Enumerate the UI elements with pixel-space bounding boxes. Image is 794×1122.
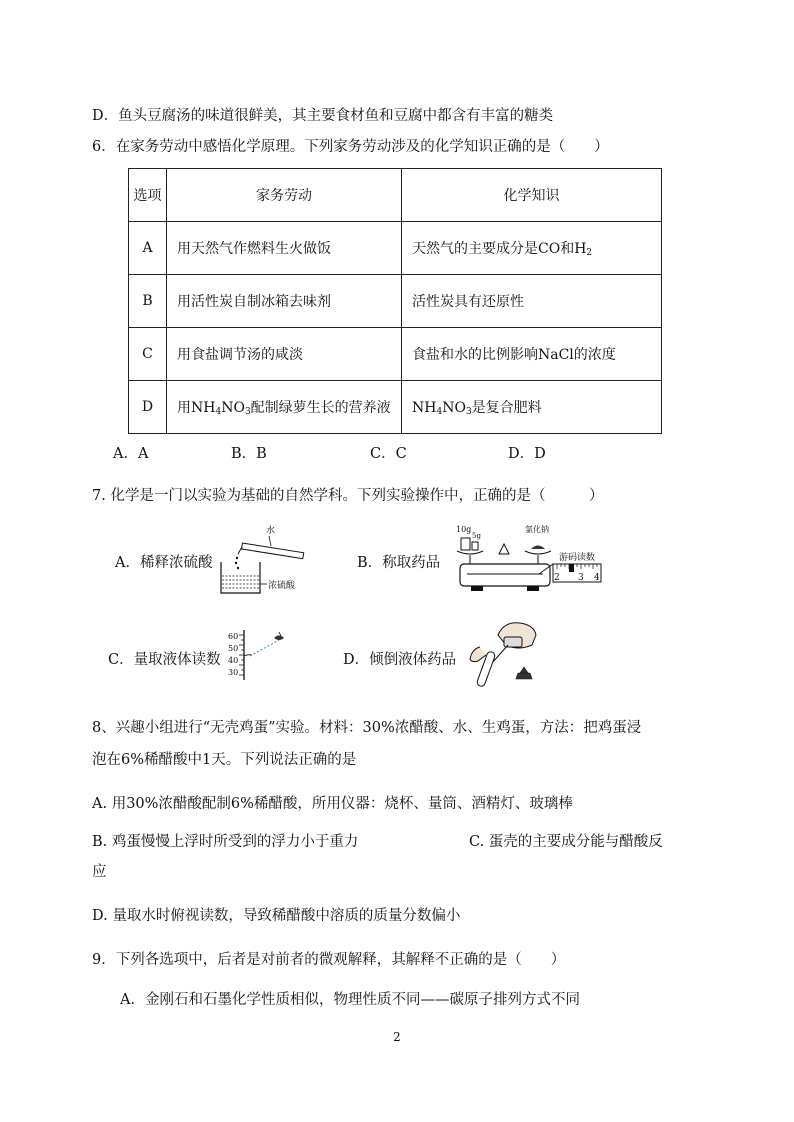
q6-row-knowledge: 食盐和水的比例影响NaCl的浓度 xyxy=(402,328,662,381)
q6-text: NO xyxy=(442,400,466,416)
balance-base xyxy=(460,564,550,586)
q8-option-c-line2: 应 xyxy=(92,864,107,880)
cylinder-tick-label: 60 xyxy=(228,632,239,641)
cylinder-figure xyxy=(226,630,296,682)
salt-pile xyxy=(531,546,545,550)
q6-text: NO xyxy=(221,400,245,416)
cylinder-tick-label: 30 xyxy=(228,668,239,677)
q6-text: 配制绿萝生长的营养液 xyxy=(250,400,391,416)
q6-header-row xyxy=(129,169,662,222)
cylinder-ticks xyxy=(239,635,244,675)
balance-figure xyxy=(453,520,603,596)
weight-label: 10g xyxy=(456,525,472,534)
weight-block-small xyxy=(472,542,478,550)
q7-stem: 7. 化学是一门以实验为基础的自然学科。下列实验操作中，正确的是（ ） xyxy=(92,488,604,504)
bottle-stopper-icon xyxy=(516,667,532,679)
pouring-figure xyxy=(468,617,548,693)
q6-subscript: 3 xyxy=(465,407,472,417)
weight-small-label: 5g xyxy=(472,532,481,540)
pour-lip xyxy=(238,547,242,554)
q7-option-c: C．量取液体读数 xyxy=(108,652,221,668)
right-pan xyxy=(525,551,551,554)
q8-stem-line1: 8、兴趣小组进行“无壳鸡蛋”实验。材料：30%浓醋酸、水、生鸡蛋，方法：把鸡蛋浸 xyxy=(92,720,642,736)
q8-stem-line2: 泡在6%稀醋酸中1天。下列说法正确的是 xyxy=(92,752,357,768)
pointer xyxy=(499,544,509,554)
q6-text: 天然气的主要成分是CO和H xyxy=(412,241,587,257)
scale-tick-label: 4 xyxy=(594,573,600,583)
q6-stem: 6．在家务劳动中感悟化学原理。下列家务劳动涉及的化学知识正确的是（ ） xyxy=(92,139,609,155)
q6-subscript: 2 xyxy=(586,248,593,258)
table-row xyxy=(129,381,662,434)
q6-row-knowledge xyxy=(402,222,662,275)
q6-row-labor xyxy=(167,381,402,434)
q6-subscript: 4 xyxy=(436,407,443,417)
rider-icon xyxy=(569,564,574,572)
left-pan xyxy=(457,551,483,554)
q6-row-option: D xyxy=(129,381,167,434)
water-pointer xyxy=(269,536,271,546)
foot-right xyxy=(527,586,539,591)
water-label: 水 xyxy=(266,526,276,536)
q6-table xyxy=(128,168,662,434)
q6-subscript: 3 xyxy=(244,407,251,417)
q6-row-knowledge: 活性炭具有还原性 xyxy=(402,275,662,328)
eye-icon xyxy=(274,636,284,641)
q6-header-knowledge: 化学知识 xyxy=(402,169,662,222)
q6-row-option: A xyxy=(129,222,167,275)
weight-block xyxy=(461,538,470,550)
reagent-bottle xyxy=(504,637,522,647)
q6-row-labor: 用天然气作燃料生火做饭 xyxy=(167,222,402,275)
q6-choice-a: A．A xyxy=(113,446,149,462)
drop-icon xyxy=(236,557,238,559)
drop-icon xyxy=(235,562,237,564)
q6-text: 用NH xyxy=(177,400,216,416)
q6-choice-c: C．C xyxy=(370,446,407,462)
cylinder-tick-label: 50 xyxy=(228,644,239,653)
table-row xyxy=(129,275,662,328)
q6-subscript: 4 xyxy=(215,407,222,417)
rider-title: 游码读数 xyxy=(559,553,596,563)
dilution-figure xyxy=(215,524,315,596)
foot-left xyxy=(471,586,483,591)
q9-stem: 9．下列各选项中，后者是对前者的微观解释，其解释不正确的是（ ） xyxy=(92,952,566,968)
acid-label: 浓硫酸 xyxy=(268,581,296,591)
q5-option-d: D．鱼头豆腐汤的味道很鲜美，其主要食材鱼和豆腐中都含有丰富的糖类 xyxy=(92,108,554,124)
table-row xyxy=(129,328,662,381)
q6-header-labor: 家务劳动 xyxy=(167,169,402,222)
q9-option-a: A．金刚石和石墨化学性质相似，物理性质不同——碳原子排列方式不同 xyxy=(120,992,580,1008)
test-tube xyxy=(242,543,304,559)
cylinder-tick-label: 40 xyxy=(228,656,239,665)
q6-choice-b: B．B xyxy=(231,446,267,462)
q6-text: 是复合肥料 xyxy=(471,400,542,416)
scale-tick-label: 2 xyxy=(554,573,560,583)
salt-label: 氯化钠 xyxy=(525,525,549,534)
q6-row-option: B xyxy=(129,275,167,328)
q7-option-d: D．倾倒液体药品 xyxy=(343,652,457,668)
q8-option-c-line1: C. 蛋壳的主要成分能与醋酸反 xyxy=(469,834,663,850)
q6-row-labor: 用活性炭自制冰箱去味剂 xyxy=(167,275,402,328)
q6-choice-d: D．D xyxy=(508,446,546,462)
q6-row-labor: 用食盐调节汤的咸淡 xyxy=(167,328,402,381)
table-row xyxy=(129,222,662,275)
q7-option-a: A．稀释浓硫酸 xyxy=(115,555,213,571)
q8-option-b: B. 鸡蛋慢慢上浮时所受到的浮力小于重力 xyxy=(92,834,359,850)
page-number: 2 xyxy=(393,1030,401,1044)
q7-option-b: B．称取药品 xyxy=(357,555,441,571)
q8-option-a: A. 用30%浓醋酸配制6%稀醋酸，所用仪器：烧杯、量筒、酒精灯、玻璃棒 xyxy=(92,796,573,812)
q6-text: NH xyxy=(412,400,437,416)
q6-row-option: C xyxy=(129,328,167,381)
scale-tick-label: 3 xyxy=(578,573,584,583)
sight-line xyxy=(250,640,279,656)
liquid-hatch xyxy=(222,580,259,588)
eyelash xyxy=(279,632,281,636)
q6-row-knowledge xyxy=(402,381,662,434)
q8-option-d: D. 量取水时俯视读数，导致稀醋酸中溶质的质量分数偏小 xyxy=(92,908,461,924)
drop-icon xyxy=(237,567,239,569)
left-hand-icon xyxy=(470,647,486,662)
q6-header-option: 选项 xyxy=(129,169,167,222)
